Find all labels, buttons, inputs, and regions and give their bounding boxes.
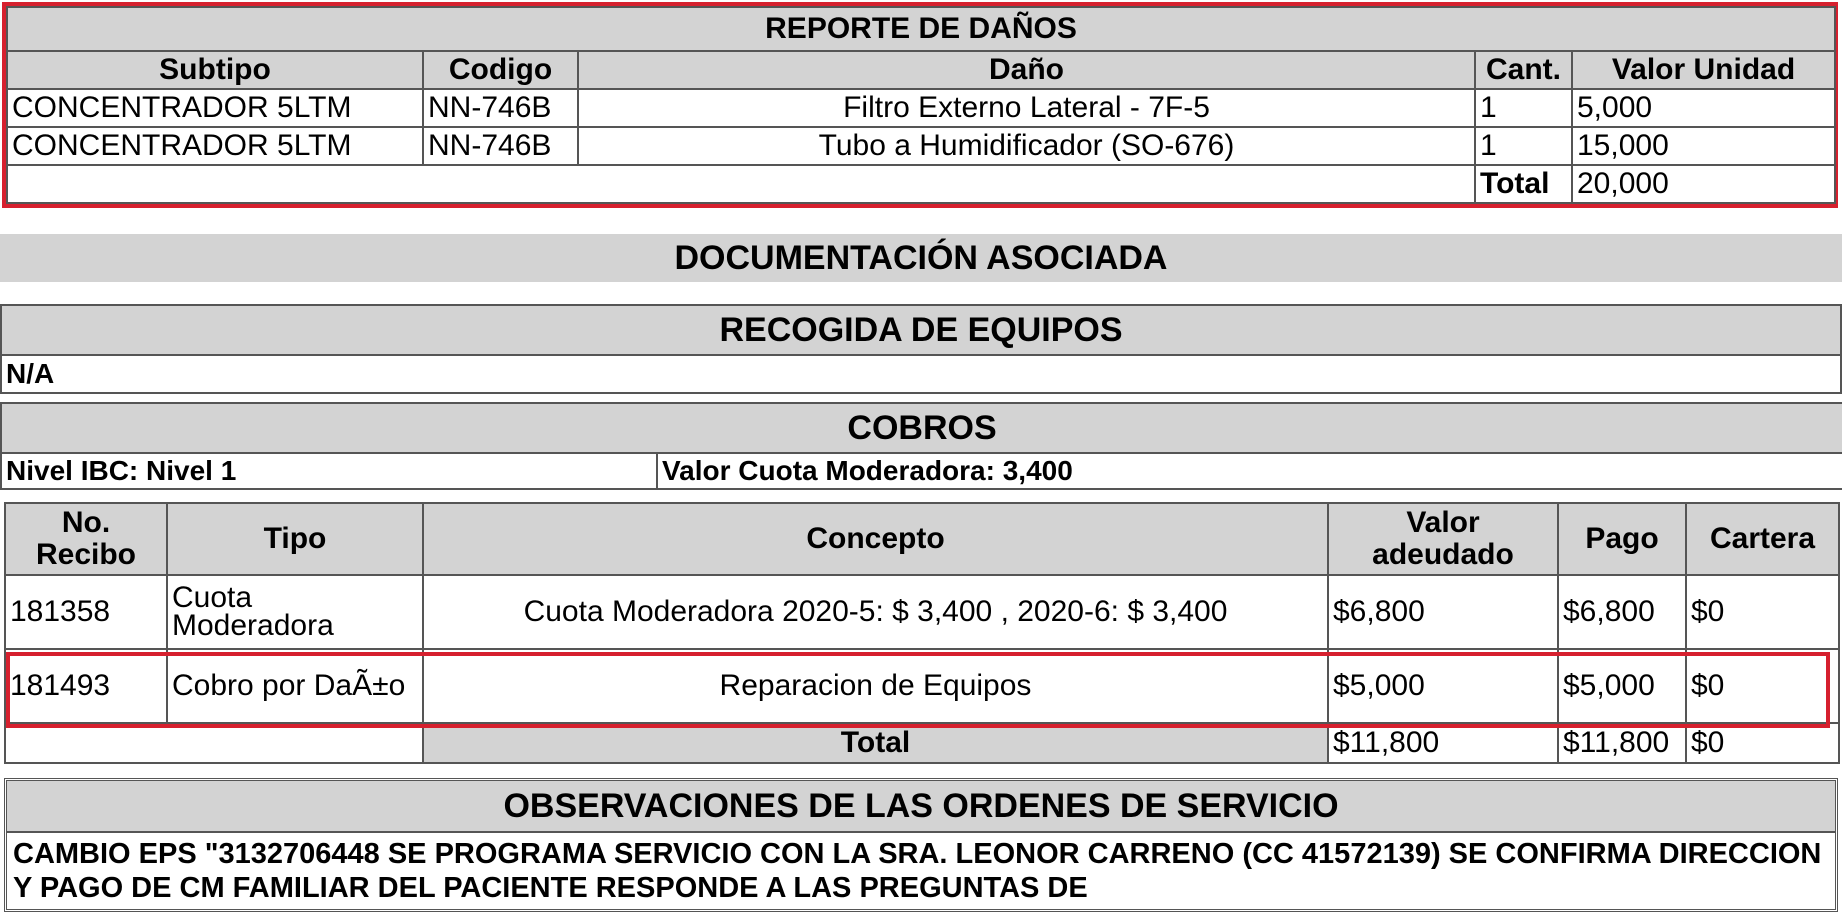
cell-cartera: $0 [1686,649,1839,723]
empty-cell [5,723,423,763]
total-label: Total [423,723,1328,763]
cell-codigo: NN-746B [423,127,578,165]
cell-subtipo: CONCENTRADOR 5LTM [7,127,423,165]
damage-report-section [2,2,1838,208]
cell-cant: 1 [1475,89,1572,127]
observations-text: CAMBIO EPS "3132706448 SE PROGRAMA SERVICIO CON LA SRA. LEONOR CARRENO (CC 41572139) SE CONFIRMA DIRECCION Y PAGO DE CM FAMILIAR DEL PACIENTE RESPONDE A LAS PREGUNTAS DE [13,838,1822,904]
pickup-title: RECOGIDA DE EQUIPOS [1,305,1841,355]
cell-cant: 1 [1475,127,1572,165]
docs-section-title: DOCUMENTACIÓN ASOCIADA [0,234,1842,282]
table-row [5,649,1839,723]
col-header-pago: Pago [1558,503,1686,575]
col-header-valor-unidad: Valor Unidad [1572,51,1835,89]
cell-tipo: Cuota Moderadora [167,575,423,649]
total-cartera: $0 [1686,723,1839,763]
observations-section [4,778,1838,912]
col-header-cartera: Cartera [1686,503,1839,575]
cell-valor: 5,000 [1572,89,1835,127]
cell-valor: $6,800 [1328,575,1558,649]
cell-codigo: NN-746B [423,89,578,127]
damage-report-table [6,6,1836,204]
col-header-subtipo: Subtipo [7,51,423,89]
empty-cell [7,165,1475,203]
cell-dano: Tubo a Humidificador (SO-676) [578,127,1475,165]
cell-recibo: 181358 [5,575,167,649]
col-header-codigo: Codigo [423,51,578,89]
observations-title: OBSERVACIONES DE LAS ORDENES DE SERVICIO [7,781,1835,833]
cell-pago: $6,800 [1558,575,1686,649]
total-valor: $11,800 [1328,723,1558,763]
cell-valor: $5,000 [1328,649,1558,723]
table-row [7,89,1835,127]
total-label: Total [1475,165,1572,203]
damage-total-row [7,165,1835,203]
cell-concepto: Reparacion de Equipos [423,649,1328,723]
cell-pago: $5,000 [1558,649,1686,723]
cell-dano: Filtro Externo Lateral - 7F-5 [578,89,1475,127]
cell-valor: 15,000 [1572,127,1835,165]
total-pago: $11,800 [1558,723,1686,763]
cell-tipo: Cobro por DaÃ±o [167,649,423,723]
charges-title: COBROS [1,403,1842,453]
col-header-valor-adeudado: Valor adeudado [1328,503,1558,575]
table-row [5,575,1839,649]
charges-total-row [5,723,1839,763]
pickup-section [0,304,1842,394]
col-header-dano: Daño [578,51,1475,89]
receipts-table [4,502,1840,764]
cell-cartera: $0 [1686,575,1839,649]
cell-concepto: Cuota Moderadora 2020-5: $ 3,400 , 2020-6: $ 3,400 [423,575,1328,649]
charges-section [0,402,1842,490]
col-header-recibo: No. Recibo [5,503,167,575]
damage-report-title: REPORTE DE DAÑOS [7,7,1835,51]
charges-header-table [0,402,1842,490]
col-header-tipo: Tipo [167,503,423,575]
pickup-table [0,304,1842,394]
cell-subtipo: CONCENTRADOR 5LTM [7,89,423,127]
cuota-moderadora-value: Valor Cuota Moderadora: 3,400 [657,453,1842,489]
pickup-value: N/A [1,355,1841,393]
col-header-cant: Cant. [1475,51,1572,89]
total-value: 20,000 [1572,165,1835,203]
col-header-concepto: Concepto [423,503,1328,575]
nivel-ibc: Nivel IBC: Nivel 1 [1,453,657,489]
cell-recibo: 181493 [5,649,167,723]
table-row [7,127,1835,165]
